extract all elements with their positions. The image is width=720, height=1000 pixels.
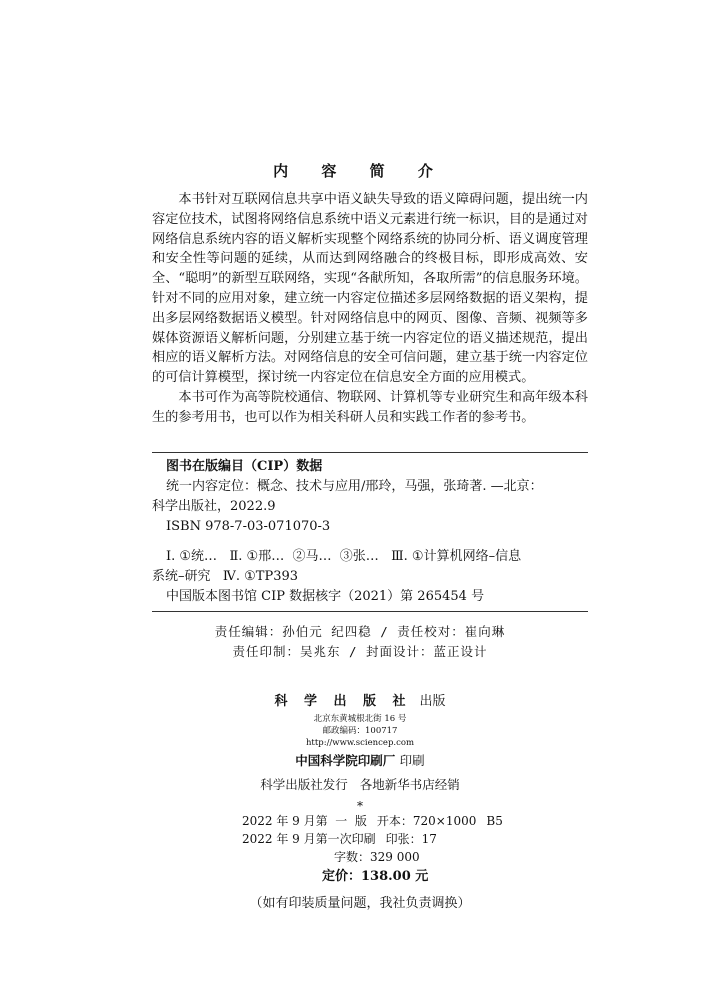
cip-record-line-2: 科学出版社，2022.9 xyxy=(152,499,276,514)
distribution-line: 科学出版社发行 各地新华书店经销 xyxy=(260,777,460,792)
printer-row xyxy=(0,751,720,769)
cip-record-line-1: 统一内容定位：概念、技术与应用/邢玲，马强，张琦著. —北京： xyxy=(166,479,543,494)
price-row xyxy=(242,868,542,886)
printing-row xyxy=(242,830,542,848)
words-row xyxy=(242,848,542,866)
cip-classification-line-1: Ⅰ. ①统… Ⅱ. ①邢… ②马… ③张… Ⅲ. ①计算机网络–信息 xyxy=(166,549,522,564)
edition-text: 2022 年 9 月第 一 版 xyxy=(242,814,367,828)
section-title: 内 容 简 介 xyxy=(273,162,447,180)
sheets-text: 印张：17 xyxy=(385,832,437,846)
introduction-section xyxy=(152,190,588,428)
price-label: 定价： xyxy=(322,869,362,884)
cip-isbn: ISBN 978-7-03-071070-3 xyxy=(166,519,331,534)
quality-notice: （如有印装质量问题，我社负责调换） xyxy=(249,896,471,911)
publisher-name: 科 学 出 版 社 xyxy=(274,694,412,709)
printing-text: 2022 年 9 月第一次印刷 xyxy=(242,832,376,846)
publisher-website: http://www.sciencep.com xyxy=(305,738,415,748)
publisher-name-row xyxy=(0,690,720,709)
format-text: 开本：720×1000 xyxy=(376,814,477,828)
edition-specs xyxy=(242,812,542,886)
cip-data-block xyxy=(152,452,588,612)
cip-heading: 图书在版编目（CIP）数据 xyxy=(166,459,323,474)
cip-number: 中国版本图书馆 CIP 数据核字（2021）第 265454 号 xyxy=(166,589,485,604)
publisher-address: 北京东黄城根北街 16 号 xyxy=(313,714,407,724)
printer-name: 中国科学院印刷厂 xyxy=(295,753,396,768)
staff-line-1: 责任编辑：孙伯元 纪四稳 / 责任校对：崔向琳 xyxy=(214,624,506,639)
cip-classification-line-2: 系统–研究 Ⅳ. ①TP393 xyxy=(152,569,299,584)
publisher-suffix: 出版 xyxy=(419,694,446,709)
price-value: 138.00 元 xyxy=(361,869,429,884)
printer-suffix: 印刷 xyxy=(399,753,425,768)
publisher-block xyxy=(0,690,720,813)
size-text: B5 xyxy=(486,814,503,828)
staff-credits xyxy=(0,622,720,662)
edition-row xyxy=(242,812,542,830)
intro-paragraph-1: 本书针对互联网信息共享中语义缺失导致的语义障碍问题，提出统一内容定位技术，试图将网络信息系统中语义元素进行统一标识，目的是通过对网络信息系统内容的语义解析实现整个网络系统的协同分析、语义调度管理和安全性等问题的延续，从而达到网络融合的终极目标，即形成高效、安全、“聪明”的新型互联网络，实现“各献所知，各取所需”的信息服务环境。针对不同的应用对象，建立统一内容定位描述多层网络数据的语义架构，提出多层网络数据语义模型。针对网络信息中的网页、图像、音频、视频等多媒体资源语义解析问题，分别建立基于统一内容定位的语义描述规范，提出相应的语义解析方法。对网络信息的安全可信问题，建立基于统一内容定位的可信计算模型，探讨统一内容定位在信息安全方面的应用模式。 xyxy=(152,192,588,386)
separator-star: * xyxy=(357,799,363,813)
intro-paragraph-2: 本书可作为高等院校通信、物联网、计算机等专业研究生和高年级本科生的参考用书，也可以作为相关科研人员和实践工作者的参考书。 xyxy=(152,389,588,425)
staff-line-2: 责任印制：吴兆东 / 封面设计：蓝正设计 xyxy=(232,644,488,659)
words-text: 字数：329 000 xyxy=(334,850,420,864)
publisher-postcode: 邮政编码：100717 xyxy=(322,726,398,736)
